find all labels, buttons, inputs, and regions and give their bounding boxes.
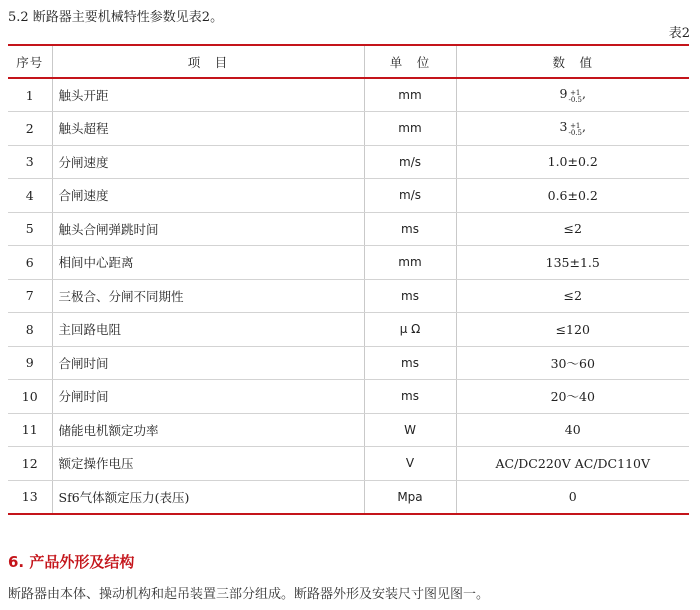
row-no: 10 <box>8 380 52 414</box>
section-title: 6. 产品外形及结构 <box>8 553 135 571</box>
row-item: 主回路电阻 <box>52 313 364 347</box>
row-value: 0.6±0.2 <box>456 179 689 213</box>
row-no: 8 <box>8 313 52 347</box>
row-item: 储能电机额定功率 <box>52 413 364 447</box>
row-item: 分闸时间 <box>52 380 364 414</box>
table-row <box>8 313 689 347</box>
table-row <box>8 112 689 146</box>
row-item: 触头开距 <box>52 78 364 112</box>
row-value: 135±1.5 <box>456 246 689 280</box>
tolerance-lower: -0.5 <box>568 129 582 138</box>
tolerance <box>568 90 582 104</box>
row-unit: ms <box>364 212 456 246</box>
table-label: 表2 <box>668 26 690 41</box>
row-no: 5 <box>8 212 52 246</box>
header-item: 项 目 <box>52 45 364 78</box>
table-row <box>8 145 689 179</box>
tolerance-upper: +1 <box>570 122 581 131</box>
row-unit: mm <box>364 246 456 280</box>
row-item: 三极合、分闸不同期性 <box>52 279 364 313</box>
tolerance-upper: +1 <box>570 89 581 97</box>
row-no: 12 <box>8 447 52 481</box>
row-value: 30～60 <box>456 346 689 380</box>
row-value: 20～40 <box>456 380 689 414</box>
table-row <box>8 480 689 514</box>
row-unit: ms <box>364 279 456 313</box>
value-main: 9 <box>559 86 568 101</box>
row-item: 触头合闸弹跳时间 <box>52 212 364 246</box>
row-unit: V <box>364 447 456 481</box>
row-no: 4 <box>8 179 52 213</box>
row-value: 0 <box>456 480 689 514</box>
intro-text: 5.2 断路器主要机械特性参数见表2。 <box>8 10 224 25</box>
row-unit: ms <box>364 380 456 414</box>
section-text: 断路器由本体、操动机构和起吊装置三部分组成。断路器外形及安装尺寸图见图一。 <box>8 587 490 602</box>
row-item: 触头超程 <box>52 112 364 146</box>
header-unit: 单 位 <box>364 45 456 78</box>
row-item: 分闸速度 <box>52 145 364 179</box>
row-item: 合闸速度 <box>52 179 364 213</box>
row-value: AC/DC220V AC/DC110V <box>456 447 689 481</box>
table-row <box>8 246 689 280</box>
row-no: 9 <box>8 346 52 380</box>
row-no: 3 <box>8 145 52 179</box>
row-value: ≤2 <box>456 212 689 246</box>
tolerance-lower: -0.5 <box>568 96 582 104</box>
value-suffix: , <box>581 119 586 135</box>
table-header-row <box>8 45 689 78</box>
row-value: ≤2 <box>456 279 689 313</box>
row-value <box>456 112 689 146</box>
row-item: 相间中心距离 <box>52 246 364 280</box>
header-no: 序号 <box>8 45 52 78</box>
row-value: 40 <box>456 413 689 447</box>
table-row <box>8 346 689 380</box>
row-unit: m/s <box>364 145 456 179</box>
row-item: 合闸时间 <box>52 346 364 380</box>
value-main: 3 <box>559 119 568 135</box>
row-item: 额定操作电压 <box>52 447 364 481</box>
row-no: 7 <box>8 279 52 313</box>
row-unit: ms <box>364 346 456 380</box>
row-no: 1 <box>8 78 52 112</box>
row-value: 1.0±0.2 <box>456 145 689 179</box>
row-value <box>456 78 689 112</box>
table-row <box>8 279 689 313</box>
header-value: 数 值 <box>456 45 689 78</box>
table-row <box>8 212 689 246</box>
row-item: Sf6气体额定压力(表压) <box>52 480 364 514</box>
table-row <box>8 380 689 414</box>
row-unit: mm <box>364 112 456 146</box>
row-no: 13 <box>8 480 52 514</box>
table-row <box>8 413 689 447</box>
table-row <box>8 78 689 112</box>
row-value: ≤120 <box>456 313 689 347</box>
table-row <box>8 447 689 481</box>
value-suffix: , <box>581 86 586 101</box>
row-unit: Mpa <box>364 480 456 514</box>
tolerance <box>568 123 582 137</box>
row-no: 2 <box>8 112 52 146</box>
row-no: 11 <box>8 413 52 447</box>
row-unit: W <box>364 413 456 447</box>
row-no: 6 <box>8 246 52 280</box>
row-unit: mm <box>364 78 456 112</box>
row-unit: μ Ω <box>364 313 456 347</box>
spec-table <box>8 44 689 515</box>
table-row <box>8 179 689 213</box>
row-unit: m/s <box>364 179 456 213</box>
